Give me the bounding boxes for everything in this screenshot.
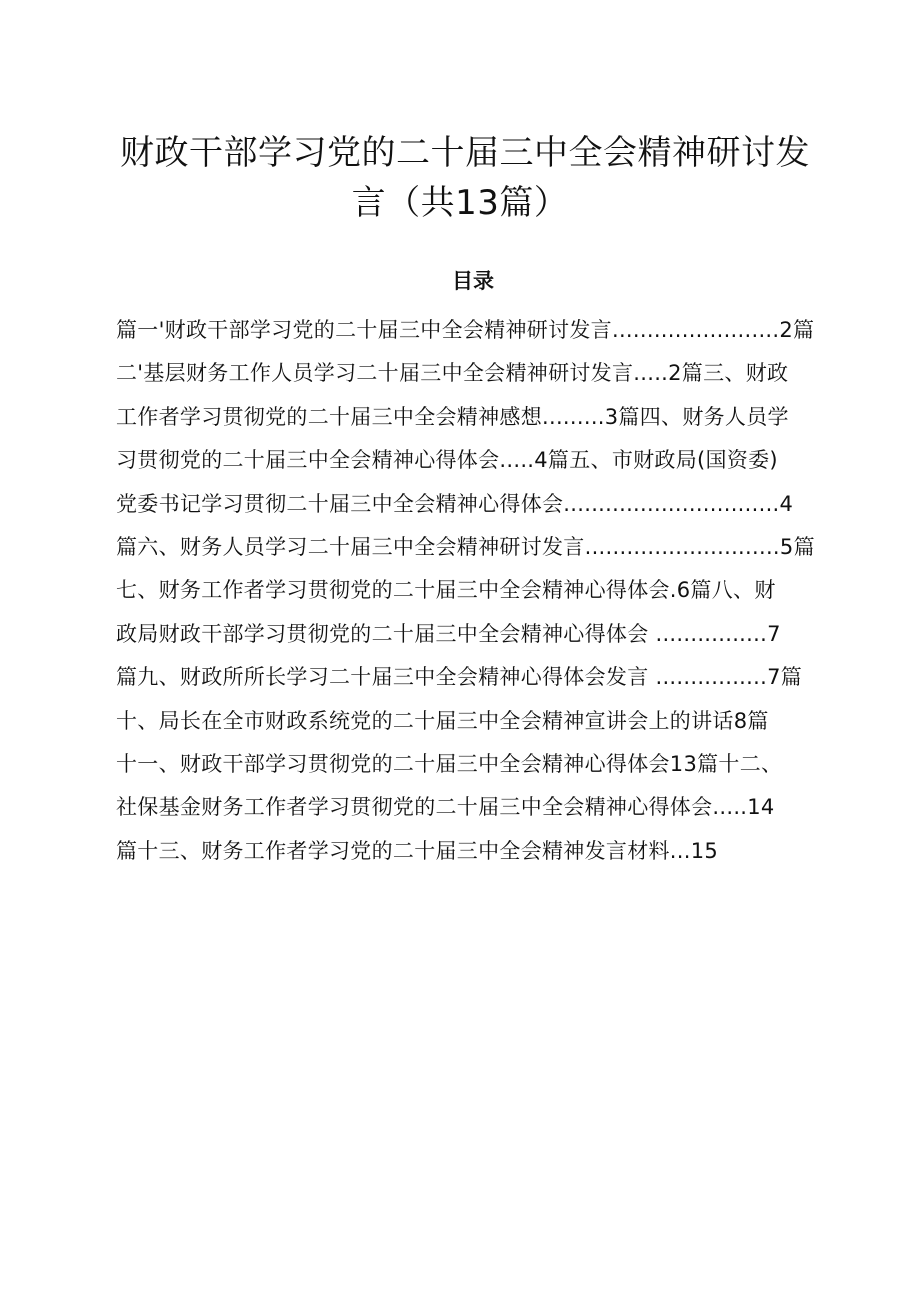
toc-line-9: 篇九、财政所所长学习二十届三中全会精神心得体会发言 ................7篇 <box>116 665 803 690</box>
title-line-1: 财政干部学习党的二十届三中全会精神研讨发 <box>120 133 810 173</box>
toc-line-12: 社保基金财务工作者学习贯彻党的二十届三中全会精神心得体会.....14 <box>116 795 775 820</box>
toc-line-2: 二'基层财务工作人员学习二十届三中全会精神研讨发言.....2篇三、财政 <box>116 361 789 386</box>
document-title <box>120 128 810 228</box>
toc-line-6: 篇六、财务人员学习二十届三中全会精神研讨发言............................5篇 <box>116 534 815 559</box>
toc-heading: 目录 <box>452 269 494 293</box>
toc-line-10: 十、局长在全市财政系统党的二十届三中全会精神宣讲会上的讲话8篇 <box>116 708 769 733</box>
toc-line-1: 篇一'财政干部学习党的二十届三中全会精神研讨发言........................2篇 <box>116 318 815 342</box>
toc-line-8: 政局财政干部学习贯彻党的二十届三中全会精神心得体会 ................7 <box>116 621 781 646</box>
toc-line-3: 工作者学习贯彻党的二十届三中全会精神感想.........3篇四、财务人员学 <box>116 404 789 429</box>
table-of-contents <box>116 312 836 876</box>
toc-line-5: 党委书记学习贯彻二十届三中全会精神心得体会...............................4 <box>116 491 794 516</box>
toc-line-4: 习贯彻党的二十届三中全会精神心得体会.....4篇五、市财政局(国资委) <box>116 448 778 473</box>
toc-line-11: 十一、财政干部学习贯彻党的二十届三中全会精神心得体会13篇十二、 <box>116 751 783 776</box>
title-line-2: 言（共13篇） <box>351 183 569 223</box>
toc-line-7: 七、财务工作者学习贯彻党的二十届三中全会精神心得体会.6篇八、财 <box>116 578 776 603</box>
toc-line-13: 篇十三、财务工作者学习党的二十届三中全会精神发言材料...15 <box>116 838 719 863</box>
